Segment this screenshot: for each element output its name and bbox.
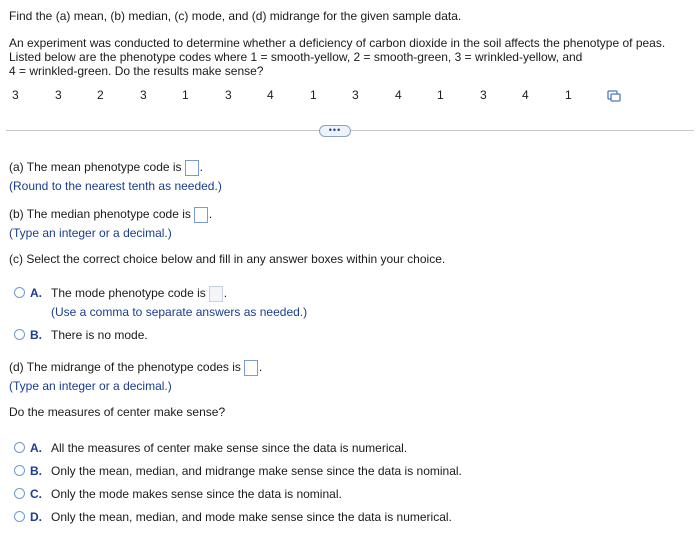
data-value: 3: [55, 88, 62, 102]
data-values-row: [0, 88, 700, 104]
data-value: 3: [140, 88, 147, 102]
sense-choice-a-text: All the measures of center make sense since the data is numerical.: [51, 441, 408, 455]
problem-line-1: An experiment was conducted to determine whether a deficiency of carbon dioxide in the soil affects the phenotype of peas.: [9, 36, 666, 50]
sense-question: Do the measures of center make sense?: [9, 405, 226, 419]
problem-line-2: Listed below are the phenotype codes where 1 = smooth-yellow, 2 = smooth-green, 3 = wrinkled-yellow, and: [9, 50, 583, 64]
midrange-answer-box[interactable]: [244, 360, 258, 376]
sense-choice-d-radio[interactable]: [14, 511, 25, 522]
mode-choice-a-radio[interactable]: [14, 287, 25, 298]
data-value: 3: [352, 88, 359, 102]
sense-choice-b-letter: B.: [30, 464, 42, 478]
mode-choice-a-row: [51, 286, 227, 302]
part-b-prompt: (b) The median phenotype code is: [9, 207, 191, 222]
sense-choice-c-radio[interactable]: [14, 488, 25, 499]
mode-choice-a-hint: (Use a comma to separate answers as needed.): [51, 305, 308, 319]
data-value: 4: [522, 88, 529, 102]
sense-choice-d-letter: D.: [30, 510, 42, 524]
copy-data-icon[interactable]: [607, 88, 621, 102]
part-d-hint: (Type an integer or a decimal.): [9, 379, 172, 393]
data-value: 1: [437, 88, 444, 102]
data-value: 3: [480, 88, 487, 102]
part-a-hint: (Round to the nearest tenth as needed.): [9, 179, 222, 193]
mode-answer-box[interactable]: [209, 286, 223, 302]
mode-choice-b-radio[interactable]: [14, 329, 25, 340]
sense-choice-b-text: Only the mean, median, and midrange make sense since the data is nominal.: [51, 464, 462, 478]
data-value: 3: [12, 88, 19, 102]
sense-choice-a-letter: A.: [30, 441, 42, 455]
data-value: 2: [97, 88, 104, 102]
mode-choice-a-letter: A.: [30, 286, 42, 300]
part-b-row: [9, 207, 212, 223]
data-value: 1: [310, 88, 317, 102]
mode-choice-a-text: The mode phenotype code is: [51, 286, 206, 301]
part-b-period: .: [208, 207, 213, 222]
part-c-prompt: (c) Select the correct choice below and fill in any answer boxes within your choice.: [9, 252, 446, 266]
mode-choice-b-letter: B.: [30, 328, 42, 342]
part-a-row: [9, 160, 203, 176]
instruction-text: Find the (a) mean, (b) median, (c) mode, and (d) midrange for the given sample data.: [9, 9, 462, 23]
problem-line-3: 4 = wrinkled-green. Do the results make sense?: [9, 64, 264, 78]
mean-answer-box[interactable]: [185, 160, 199, 176]
sense-choice-d-text: Only the mean, median, and mode make sense since the data is numerical.: [51, 510, 452, 524]
data-value: 1: [565, 88, 572, 102]
part-b-hint: (Type an integer or a decimal.): [9, 226, 172, 240]
sense-choice-c-text: Only the mode makes sense since the data is nominal.: [51, 487, 342, 501]
data-value: 4: [395, 88, 402, 102]
part-d-row: [9, 360, 262, 376]
sense-choice-c-letter: C.: [30, 487, 42, 501]
part-d-prompt: (d) The midrange of the phenotype codes is: [9, 360, 241, 375]
part-d-period: .: [258, 360, 263, 375]
mode-choice-a-period: .: [223, 286, 228, 301]
sense-choice-a-radio[interactable]: [14, 442, 25, 453]
mode-choice-b-text: There is no mode.: [51, 328, 148, 342]
part-a-prompt: (a) The mean phenotype code is: [9, 160, 182, 175]
part-a-period: .: [199, 160, 203, 175]
more-options-button[interactable]: •••: [319, 125, 351, 137]
data-value: 4: [267, 88, 274, 102]
median-answer-box[interactable]: [194, 207, 208, 223]
data-value: 3: [225, 88, 232, 102]
sense-choice-b-radio[interactable]: [14, 465, 25, 476]
data-value: 1: [182, 88, 189, 102]
